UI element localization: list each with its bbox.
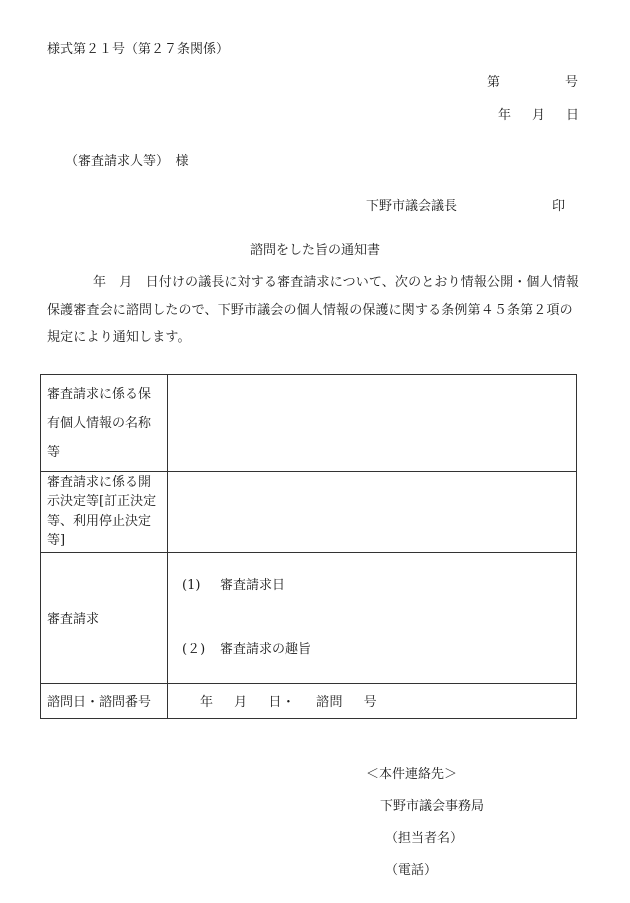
review-request-item [174, 571, 570, 601]
table-row [41, 472, 577, 552]
contact-person: （担当者名） [385, 831, 464, 846]
review-request-item [174, 635, 570, 665]
table-row [41, 683, 577, 718]
value-personal-info-name [168, 375, 577, 472]
number-suffix: 号 [565, 75, 579, 90]
sender-name: 下野市議会議長 [366, 199, 458, 214]
value-disclosure-decision [168, 472, 577, 552]
document-title: 諮問をした旨の通知書 [249, 243, 380, 258]
date-day: 日 [566, 108, 580, 123]
date-year: 年 [498, 108, 512, 123]
addressee: （審査請求人等） 様 [65, 154, 189, 169]
contact-office: 下野市議会事務局 [380, 799, 485, 814]
item-text: 審査請求の趣旨 [220, 641, 312, 657]
item-text: 審査請求日 [220, 577, 286, 593]
label-disclosure-decision: 審査請求に係る開示決定等[訂正決定等、利用停止決定等] [41, 472, 168, 552]
inquiry-month: 月 [234, 695, 248, 711]
table-row [41, 552, 577, 683]
sender [366, 195, 566, 214]
form-number: 様式第２１号（第２７条関係） [47, 42, 230, 57]
number-prefix: 第 [487, 75, 501, 90]
item-mark: (1) [182, 577, 201, 593]
contact-heading: ＜本件連絡先＞ [366, 767, 458, 782]
value-inquiry-date-number [168, 683, 577, 718]
inquiry-day: 日・ [268, 695, 296, 711]
inquiry-year: 年 [200, 695, 214, 711]
date-month: 月 [532, 108, 546, 123]
value-review-request [168, 552, 577, 683]
item-mark: (２) [182, 641, 206, 657]
inquiry-label: 諮問 [315, 695, 343, 711]
label-personal-info-name: 審査請求に係る保有個人情報の名称等 [41, 375, 168, 472]
info-table [40, 374, 577, 719]
inquiry-number-suffix: 号 [363, 695, 378, 711]
body-text: 年 月 日付けの議長に対する審査請求について、次のとおり情報公開・個人情報保護審査会に諮問したので、下野市議会の個人情報の保護に関する条例第４５条第２項の規定により通知します。 [47, 275, 580, 345]
label-review-request: 審査請求 [41, 552, 168, 683]
table-row [41, 375, 577, 472]
label-inquiry-date-number: 諮問日・諮問番号 [41, 683, 168, 718]
contact-phone: （電話） [385, 863, 438, 878]
seal-mark: 印 [552, 199, 566, 214]
